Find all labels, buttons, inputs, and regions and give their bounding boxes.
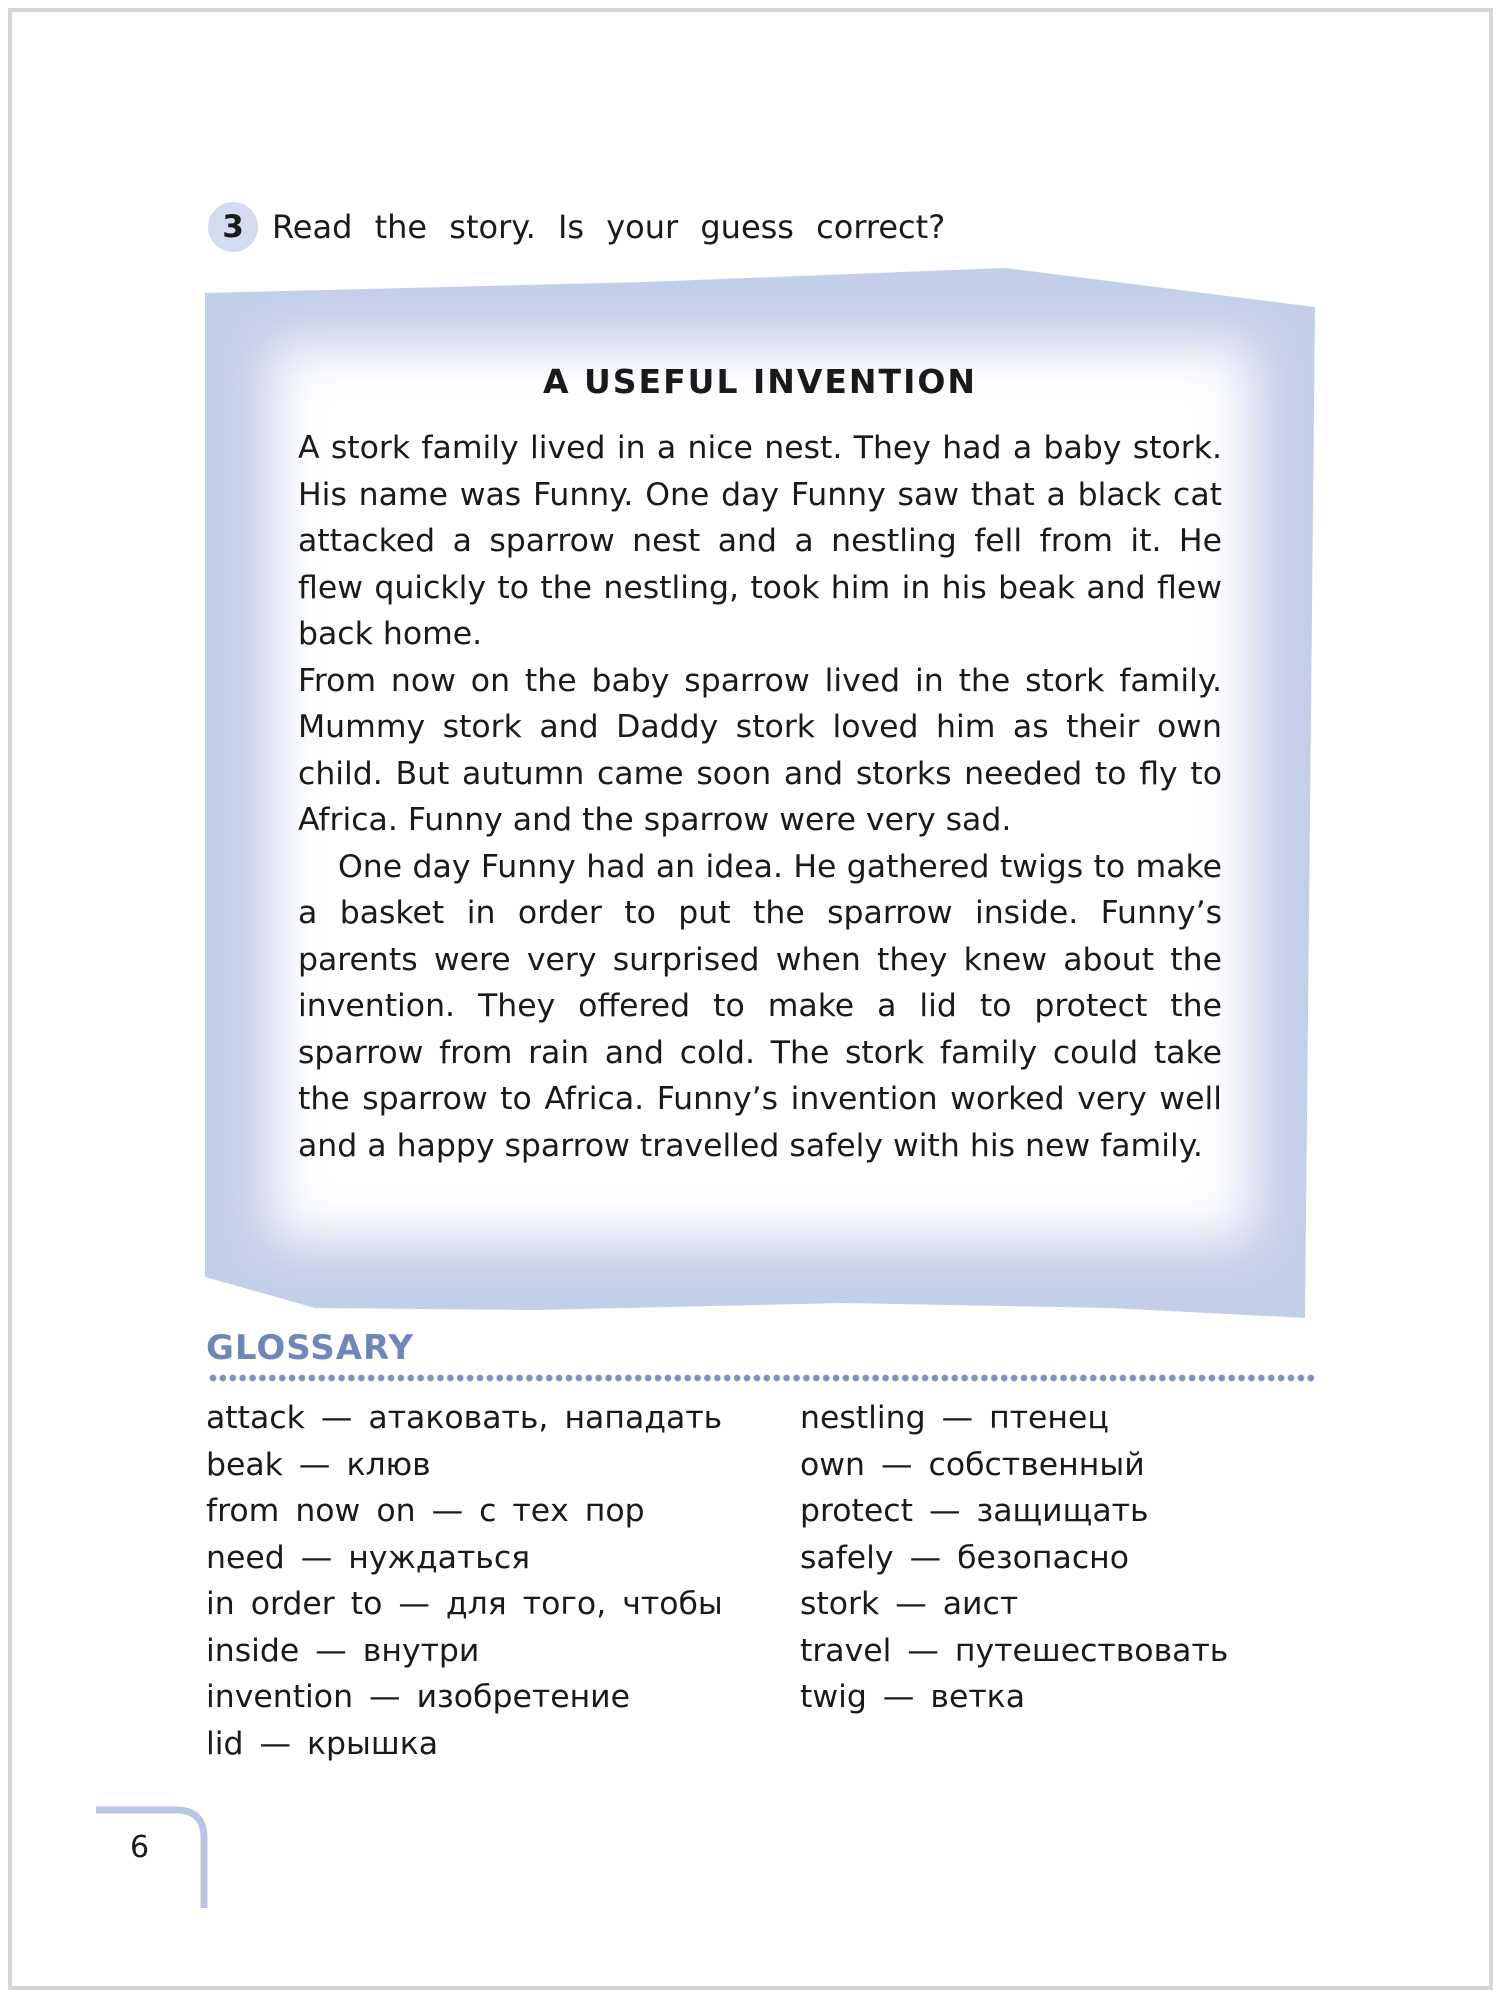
glossary-entry: from now on — с тех пор	[206, 1493, 645, 1529]
page-number-tab	[96, 1804, 216, 1914]
glossary-entry: invention — изобретение	[206, 1679, 631, 1715]
glossary-dotted-divider	[208, 1373, 1316, 1383]
glossary-entry: twig — ветка	[800, 1679, 1026, 1715]
glossary-entry: lid — крышка	[206, 1725, 439, 1762]
glossary-entry: protect — защищать	[800, 1493, 1149, 1529]
glossary-entry: own — собственный	[800, 1446, 1145, 1483]
story-paragraph: A stork family lived in a nice nest. They had a baby stork. His name was Funny. One day Funny saw that a black cat attacked a sparrow nest and a nestling fell from it. He flew quickly to the nestling, took him in his beak and flew back home.	[298, 430, 1222, 652]
story-paragraph: One day Funny had an idea. He gathered twigs to make a basket in order to put the sparrow inside. Funny’s parents were very surprised when they knew about the invention. They offered to make a lid to protect the sparrow from rain and cold. The stork family could take the sparrow to Africa. Funny’s invention worked very well and a happy sparrow travelled safely with his new family.	[298, 848, 1222, 1164]
glossary-right-column	[800, 1395, 1228, 1721]
story-text	[298, 425, 1222, 1169]
glossary-entry: safely — безопасно	[800, 1539, 1130, 1576]
page-number: 6	[130, 1830, 150, 1865]
glossary-entry: in order to — для того, чтобы	[206, 1586, 723, 1622]
story-title: A USEFUL INVENTION	[542, 362, 978, 401]
glossary-entry: attack — атаковать, нападать	[206, 1400, 723, 1436]
task-instruction: Read the story. Is your guess correct?	[272, 208, 946, 246]
glossary-title: GLOSSARY	[206, 1328, 414, 1368]
glossary-entry: beak — клюв	[206, 1446, 431, 1483]
glossary-entry: inside — внутри	[206, 1632, 480, 1669]
glossary-entry: need — нуждаться	[206, 1539, 531, 1576]
task-number-badge: 3	[208, 202, 258, 252]
glossary-left-column	[206, 1395, 723, 1767]
glossary-entry: nestling — птенец	[800, 1400, 1109, 1436]
glossary-entry: travel — путешествовать	[800, 1632, 1229, 1669]
story-paragraph: From now on the baby sparrow lived in the stork family. Mummy stork and Daddy stork loved him as their own child. But autumn came soon and storks needed to fly to Africa. Funny and the sparrow were very sad.	[298, 662, 1222, 838]
glossary-entry: stork — аист	[800, 1586, 1019, 1622]
